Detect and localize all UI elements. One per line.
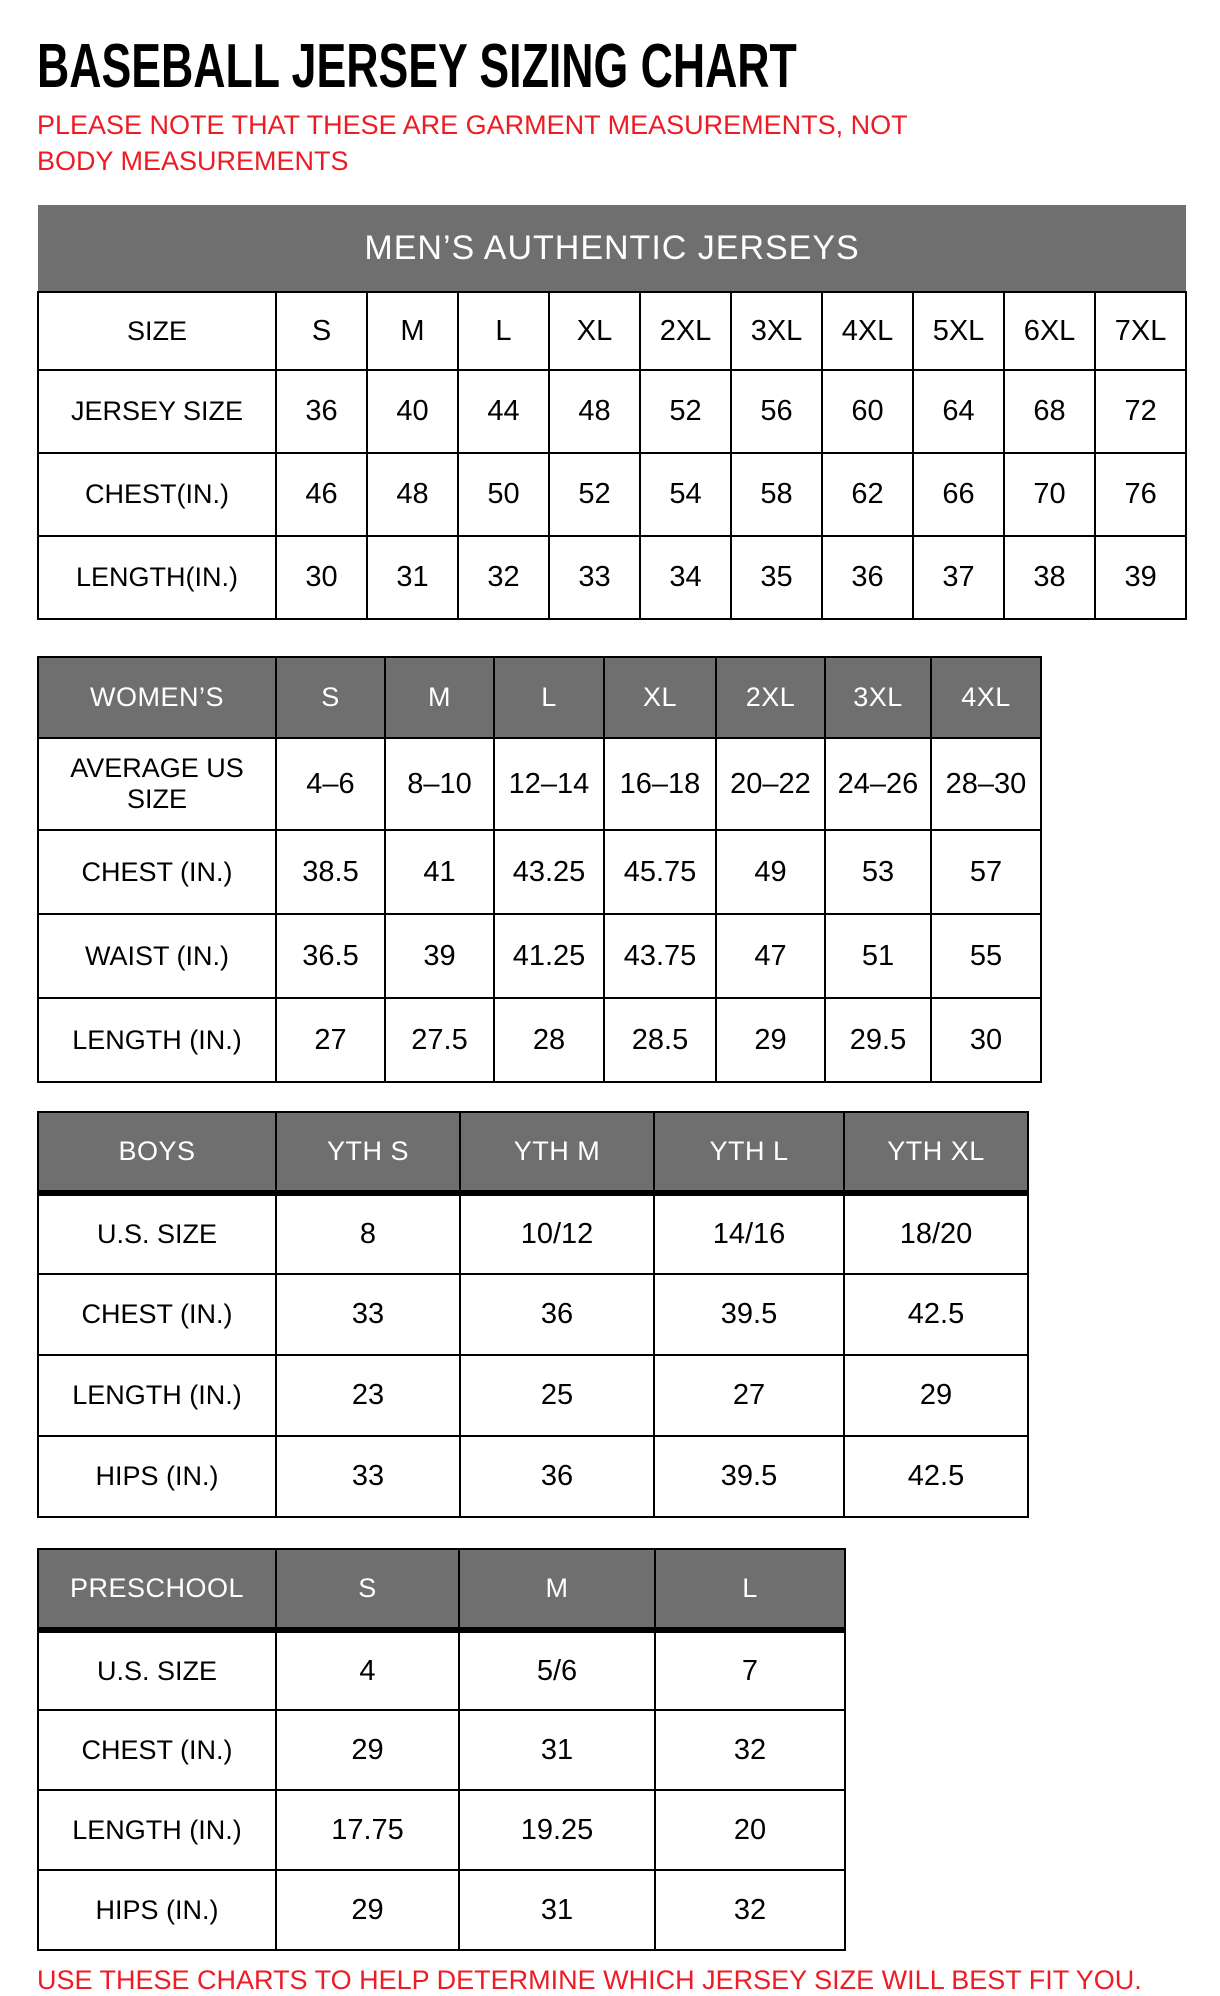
table-cell: 7	[655, 1630, 845, 1710]
table-cell: 76	[1095, 453, 1186, 536]
table-cell: 23	[276, 1355, 460, 1436]
column-header: M	[367, 292, 458, 370]
table-cell: 29	[844, 1355, 1028, 1436]
table-cell: 57	[931, 830, 1041, 914]
table-cell: 47	[716, 914, 825, 998]
mens-table-header-row	[38, 205, 1186, 292]
table-cell: 64	[913, 370, 1004, 453]
table-cell: 10/12	[460, 1193, 654, 1274]
column-header: L	[494, 657, 604, 738]
table-cell: 28.5	[604, 998, 716, 1082]
table-cell: 48	[367, 453, 458, 536]
row-label: U.S. SIZE	[38, 1630, 276, 1710]
preschool-table-header-row	[38, 1549, 845, 1630]
column-header: XL	[549, 292, 640, 370]
row-label: CHEST(IN.)	[38, 453, 276, 536]
column-header: S	[276, 657, 385, 738]
table-row	[38, 370, 1186, 453]
column-header: M	[385, 657, 494, 738]
column-header: 3XL	[731, 292, 822, 370]
table-cell: 52	[549, 453, 640, 536]
corner-label: PRESCHOOL	[38, 1549, 276, 1630]
column-header: 4XL	[822, 292, 913, 370]
column-header: 3XL	[825, 657, 931, 738]
table-row	[38, 453, 1186, 536]
table-cell: 28–30	[931, 738, 1041, 830]
table-row	[38, 830, 1041, 914]
table-cell: 33	[549, 536, 640, 619]
table-cell: 33	[276, 1436, 460, 1517]
table-cell: 70	[1004, 453, 1095, 536]
table-cell: 43.75	[604, 914, 716, 998]
table-cell: 44	[458, 370, 549, 453]
table-cell: 36	[822, 536, 913, 619]
table-cell: 24–26	[825, 738, 931, 830]
table-cell: 30	[276, 536, 367, 619]
table-cell: 4	[276, 1630, 459, 1710]
table-cell: 29	[716, 998, 825, 1082]
column-header: 7XL	[1095, 292, 1186, 370]
table-cell: 36	[460, 1274, 654, 1355]
row-label: LENGTH (IN.)	[38, 1355, 276, 1436]
table-row	[38, 914, 1041, 998]
table-cell: 58	[731, 453, 822, 536]
table-cell: 39.5	[654, 1436, 844, 1517]
row-label: AVERAGE US SIZE	[38, 738, 276, 830]
row-label: LENGTH (IN.)	[38, 998, 276, 1082]
table-cell: 19.25	[459, 1790, 655, 1870]
table-cell: 55	[931, 914, 1041, 998]
table-cell: 32	[655, 1870, 845, 1950]
column-header: S	[276, 292, 367, 370]
table-cell: 39	[385, 914, 494, 998]
garment-measurement-note: PLEASE NOTE THAT THESE ARE GARMENT MEASUREMENTS, NOT BODY MEASUREMENTS	[37, 110, 908, 176]
table-row	[38, 1790, 845, 1870]
table-cell: 28	[494, 998, 604, 1082]
row-label: WAIST (IN.)	[38, 914, 276, 998]
table-cell: 20	[655, 1790, 845, 1870]
column-header: YTH L	[654, 1112, 844, 1193]
column-header: L	[458, 292, 549, 370]
column-header: S	[276, 1549, 459, 1630]
table-cell: 17.75	[276, 1790, 459, 1870]
row-label: SIZE	[38, 292, 276, 370]
table-cell: 39.5	[654, 1274, 844, 1355]
table-cell: 32	[458, 536, 549, 619]
row-label: JERSEY SIZE	[38, 370, 276, 453]
table-row	[38, 1436, 1028, 1517]
table-cell: 8	[276, 1193, 460, 1274]
column-header: 2XL	[716, 657, 825, 738]
column-header: YTH XL	[844, 1112, 1028, 1193]
row-label: LENGTH(IN.)	[38, 536, 276, 619]
table-row	[38, 1710, 845, 1790]
table-cell: 60	[822, 370, 913, 453]
table-cell: 41.25	[494, 914, 604, 998]
column-header: 6XL	[1004, 292, 1095, 370]
corner-label: BOYS	[38, 1112, 276, 1193]
table-cell: 56	[731, 370, 822, 453]
table-cell: 27.5	[385, 998, 494, 1082]
table-cell: 27	[654, 1355, 844, 1436]
row-label: CHEST (IN.)	[38, 830, 276, 914]
table-cell: 8–10	[385, 738, 494, 830]
table-cell: 29.5	[825, 998, 931, 1082]
column-header: M	[459, 1549, 655, 1630]
table-cell: 34	[640, 536, 731, 619]
table-cell: 38.5	[276, 830, 385, 914]
column-header: YTH S	[276, 1112, 460, 1193]
table-cell: 29	[276, 1710, 459, 1790]
table-row	[38, 536, 1186, 619]
womens-table-header-row	[38, 657, 1041, 738]
table-cell: 68	[1004, 370, 1095, 453]
table-cell: 51	[825, 914, 931, 998]
table-cell: 30	[931, 998, 1041, 1082]
table-cell: 4–6	[276, 738, 385, 830]
fit-advice-footer: USE THESE CHARTS TO HELP DETERMINE WHICH JERSEY SIZE WILL BEST FIT YOU.	[37, 1965, 1142, 1996]
table-row	[38, 1274, 1028, 1355]
column-header: YTH M	[460, 1112, 654, 1193]
column-header: 5XL	[913, 292, 1004, 370]
row-label: HIPS (IN.)	[38, 1436, 276, 1517]
table-cell: 42.5	[844, 1274, 1028, 1355]
table-cell: 36	[460, 1436, 654, 1517]
table-cell: 31	[459, 1870, 655, 1950]
table-cell: 25	[460, 1355, 654, 1436]
mens-sizing-table	[37, 205, 1187, 620]
column-header: 2XL	[640, 292, 731, 370]
table-cell: 40	[367, 370, 458, 453]
table-row	[38, 738, 1041, 830]
row-label: U.S. SIZE	[38, 1193, 276, 1274]
corner-label: WOMEN’S	[38, 657, 276, 738]
table-cell: 53	[825, 830, 931, 914]
boys-table-header-row	[38, 1112, 1028, 1193]
table-cell: 27	[276, 998, 385, 1082]
table-cell: 31	[367, 536, 458, 619]
table-row	[38, 1870, 845, 1950]
row-label: CHEST (IN.)	[38, 1274, 276, 1355]
table-cell: 37	[913, 536, 1004, 619]
table-cell: 39	[1095, 536, 1186, 619]
row-label: CHEST (IN.)	[38, 1710, 276, 1790]
table-cell: 12–14	[494, 738, 604, 830]
table-cell: 18/20	[844, 1193, 1028, 1274]
table-cell: 50	[458, 453, 549, 536]
table-cell: 20–22	[716, 738, 825, 830]
table-cell: 36.5	[276, 914, 385, 998]
table-cell: 32	[655, 1710, 845, 1790]
table-cell: 62	[822, 453, 913, 536]
boys-sizing-table	[37, 1111, 1029, 1518]
table-cell: 31	[459, 1710, 655, 1790]
row-label: HIPS (IN.)	[38, 1870, 276, 1950]
table-cell: 45.75	[604, 830, 716, 914]
column-header: L	[655, 1549, 845, 1630]
table-cell: 5/6	[459, 1630, 655, 1710]
table-cell: 41	[385, 830, 494, 914]
table-cell: 36	[276, 370, 367, 453]
table-cell: 16–18	[604, 738, 716, 830]
preschool-sizing-table	[37, 1548, 846, 1951]
womens-sizing-table	[37, 656, 1042, 1083]
mens-table-title: MEN’S AUTHENTIC JERSEYS	[38, 205, 1186, 292]
table-cell: 48	[549, 370, 640, 453]
column-header: XL	[604, 657, 716, 738]
mens-size-header-row	[38, 292, 1186, 370]
table-cell: 35	[731, 536, 822, 619]
table-cell: 38	[1004, 536, 1095, 619]
table-row	[38, 1193, 1028, 1274]
table-cell: 52	[640, 370, 731, 453]
column-header: 4XL	[931, 657, 1041, 738]
table-cell: 66	[913, 453, 1004, 536]
page-title: BASEBALL JERSEY SIZING CHART	[37, 32, 797, 101]
table-cell: 42.5	[844, 1436, 1028, 1517]
row-label: LENGTH (IN.)	[38, 1790, 276, 1870]
table-cell: 14/16	[654, 1193, 844, 1274]
table-cell: 49	[716, 830, 825, 914]
table-row	[38, 1355, 1028, 1436]
table-cell: 33	[276, 1274, 460, 1355]
table-cell: 72	[1095, 370, 1186, 453]
table-cell: 29	[276, 1870, 459, 1950]
table-row	[38, 1630, 845, 1710]
table-cell: 46	[276, 453, 367, 536]
table-row	[38, 998, 1041, 1082]
table-cell: 43.25	[494, 830, 604, 914]
table-cell: 54	[640, 453, 731, 536]
